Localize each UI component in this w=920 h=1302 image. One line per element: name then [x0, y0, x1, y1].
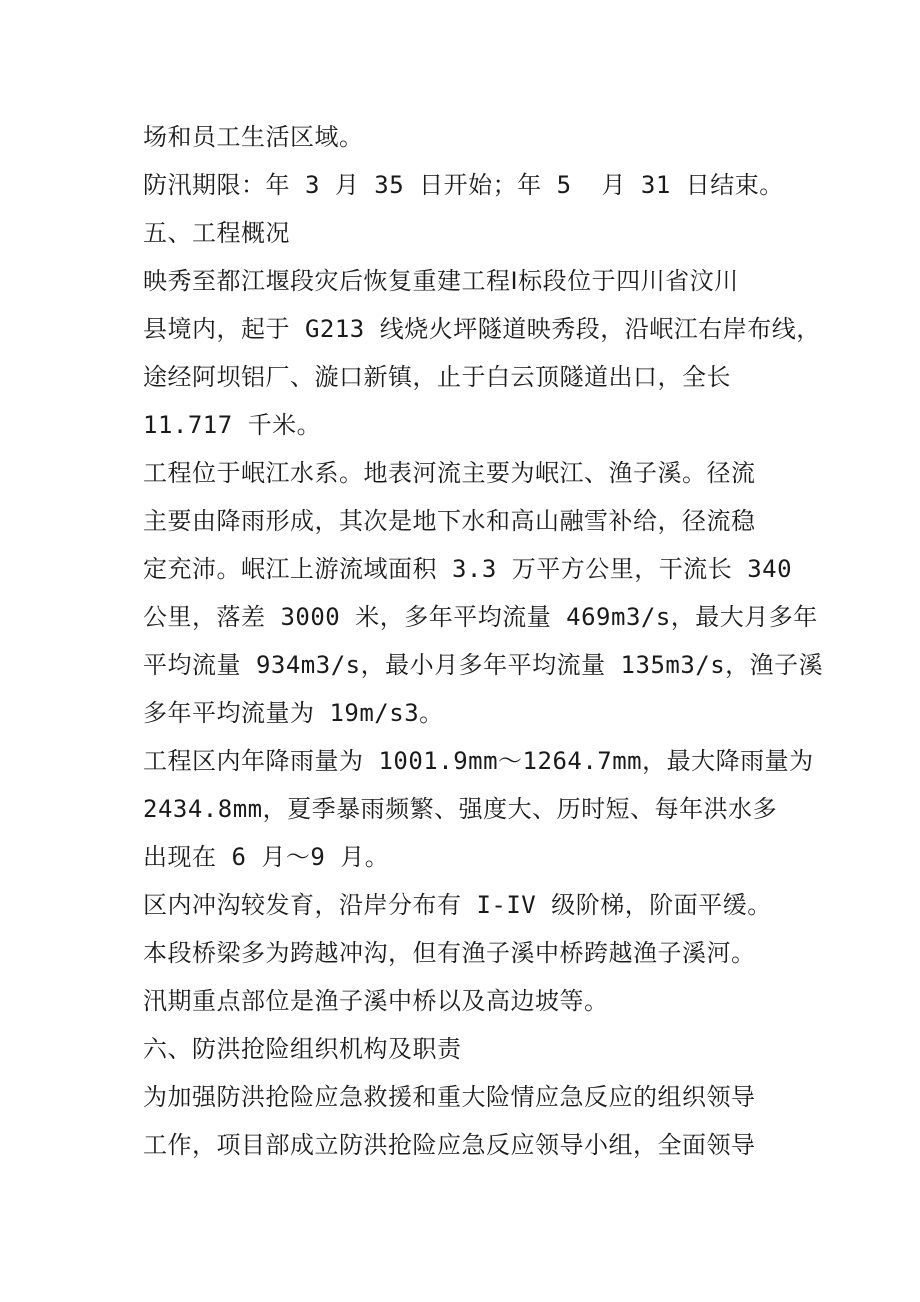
text-line: 映秀至都江堰段灾后恢复重建工程Ⅰ标段位于四川省汶川: [143, 267, 739, 295]
text-line: 途经阿坝铝厂、漩口新镇，止于白云顶隧道出口，全长: [143, 363, 731, 391]
document-body: [143, 113, 824, 1169]
text-line: 场和员工生活区域。: [143, 123, 364, 151]
text-line: 平均流量 934m3/s，最小月多年平均流量 135m3/s，渔子溪: [143, 651, 824, 679]
text-line: 汛期重点部位是渔子溪中桥以及高边坡等。: [143, 987, 609, 1015]
text-line: 工程区内年降雨量为 1001.9mm～1264.7mm，最大降雨量为: [143, 747, 814, 775]
text-line: 公里，落差 3000 米，多年平均流量 469m3/s，最大月多年: [143, 603, 818, 631]
text-line: 县境内，起于 G213 线烧火坪隧道映秀段，沿岷江右岸布线，: [143, 315, 821, 343]
text-line: 定充沛。岷江上游流域面积 3.3 万平方公里，干流长 340: [143, 555, 793, 583]
text-line: 主要由降雨形成，其次是地下水和高山融雪补给，径流稳: [143, 507, 756, 535]
section-heading: 六、防洪抢险组织机构及职责: [143, 1035, 462, 1063]
text-line: 工程位于岷江水系。地表河流主要为岷江、渔子溪。径流: [143, 459, 756, 487]
section-heading: 五、工程概况: [143, 219, 290, 247]
text-line: 工作，项目部成立防洪抢险应急反应领导小组，全面领导: [143, 1131, 756, 1159]
text-line: 防汛期限：年 3 月 35 日开始；年 5 月 31 日结束。: [143, 171, 784, 199]
text-line: 11.717 千米。: [143, 411, 322, 439]
text-line: 为加强防洪抢险应急救援和重大险情应急反应的组织领导: [143, 1083, 756, 1111]
text-line: 多年平均流量为 19m/s3。: [143, 699, 444, 727]
text-line: 本段桥梁多为跨越冲沟，但有渔子溪中桥跨越渔子溪河。: [143, 939, 756, 967]
text-line: 出现在 6 月～9 月。: [143, 843, 390, 871]
text-line: 区内冲沟较发育，沿岸分布有 I-IV 级阶梯，阶面平缓。: [143, 891, 772, 919]
text-line: 2434.8mm，夏季暴雨频繁、强度大、历时短、每年洪水多: [143, 795, 778, 823]
